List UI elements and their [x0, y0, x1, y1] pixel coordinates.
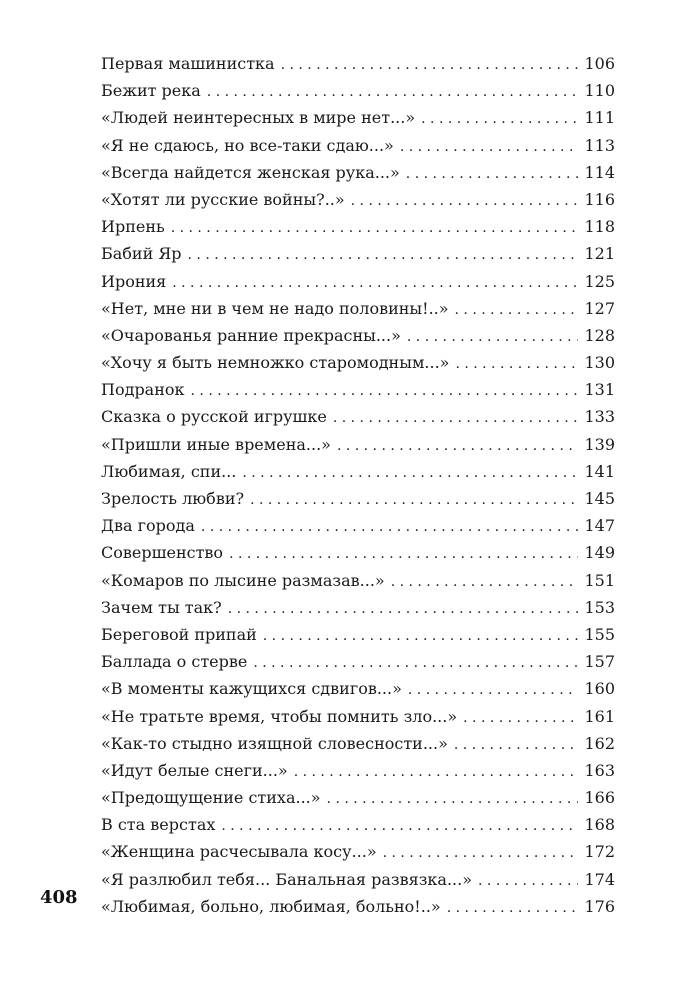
toc-entry: [101, 893, 615, 920]
dot-leader: [478, 868, 578, 895]
dot-leader: [191, 378, 579, 405]
dot-leader: [407, 324, 579, 351]
toc-entry-title: В ста верстах: [101, 815, 216, 835]
dot-leader: [229, 541, 578, 568]
toc-entry: [101, 730, 615, 757]
page-number: 408: [40, 887, 78, 908]
toc-entry: [101, 186, 615, 213]
toc-entry-page: 133: [584, 407, 615, 427]
toc-entry-page: 157: [584, 652, 615, 672]
toc-entry-page: 172: [584, 842, 615, 862]
toc-entry: [101, 349, 615, 376]
toc-entry-title: «Хотят ли русские войны?..»: [101, 189, 345, 209]
dot-leader: [408, 677, 579, 704]
toc-entry-title: Два города: [101, 516, 195, 536]
toc-entry-title: Совершенство: [101, 543, 224, 563]
toc-entry-title: Бежит река: [101, 81, 201, 101]
toc-entry: [101, 675, 615, 702]
toc-entry: [101, 376, 615, 403]
toc-entry-page: 113: [584, 135, 615, 155]
dot-leader: [253, 650, 578, 677]
toc-entry: [101, 866, 615, 893]
toc-entry: [101, 539, 615, 566]
toc-entry-page: 166: [584, 788, 615, 808]
toc-entry-title: Любимая, спи...: [101, 461, 237, 481]
toc-entry-title: «Людей неинтересных в мире нет...»: [101, 108, 416, 128]
toc-entry-title: «Пришли иные времена...»: [101, 434, 331, 454]
dot-leader: [447, 895, 579, 922]
dot-leader: [400, 134, 579, 161]
toc-entry-title: «В моменты кажущихся сдвигов...»: [101, 679, 402, 699]
toc-entry-title: «Как-то стыдно изящной словесности...»: [101, 733, 448, 753]
toc-entry-title: «Всегда найдется женская рука...»: [101, 162, 400, 182]
toc-entry-page: 114: [584, 162, 615, 182]
dot-leader: [207, 79, 579, 106]
toc-entry-page: 160: [584, 679, 615, 699]
toc-entry-title: «Идут белые снеги...»: [101, 760, 288, 780]
toc-entry-title: Береговой припай: [101, 624, 257, 644]
toc-entry-page: 176: [584, 896, 615, 916]
toc-entry-page: 116: [584, 189, 615, 209]
toc-entry-title: Подранок: [101, 380, 185, 400]
toc-entry: [101, 838, 615, 865]
dot-leader: [263, 623, 579, 650]
toc-entry-title: «Хочу я быть немножко старомодным...»: [101, 353, 450, 373]
toc-entry-title: «Я разлюбил тебя... Банальная развязка...»: [101, 869, 473, 889]
dot-leader: [242, 460, 578, 487]
dot-leader: [294, 759, 579, 786]
toc-entry-page: 121: [584, 244, 615, 264]
toc-entry-page: 127: [584, 298, 615, 318]
dot-leader: [228, 596, 579, 623]
toc-entry: [101, 811, 615, 838]
toc-entry-title: Ирония: [101, 271, 167, 291]
toc-entry-page: 110: [584, 81, 615, 101]
toc-entry-page: 153: [584, 597, 615, 617]
toc-entry-page: 118: [584, 217, 615, 237]
toc-entry: [101, 213, 615, 240]
toc-entry-page: 162: [584, 733, 615, 753]
toc-entry-page: 147: [584, 516, 615, 536]
toc-entry: [101, 132, 615, 159]
toc-entry-page: 111: [584, 108, 615, 128]
dot-leader: [188, 242, 579, 269]
toc-entry: [101, 77, 615, 104]
toc-entry-title: Ирпень: [101, 217, 165, 237]
toc-entry-title: «Нет, мне ни в чем не надо половины!..»: [101, 298, 449, 318]
dot-leader: [383, 840, 579, 867]
dot-leader: [172, 270, 578, 297]
toc-entry: [101, 594, 615, 621]
dot-leader: [221, 813, 578, 840]
table-of-contents: [101, 50, 615, 920]
toc-entry-page: 130: [584, 353, 615, 373]
toc-entry-title: «Комаров по лысине размазав...»: [101, 570, 385, 590]
toc-entry-title: «Очарованья ранние прекрасны...»: [101, 325, 401, 345]
toc-entry-page: 161: [584, 706, 615, 726]
dot-leader: [333, 405, 579, 432]
toc-entry: [101, 648, 615, 675]
toc-entry-page: 145: [584, 489, 615, 508]
toc-entry-title: Зрелость любви?: [101, 489, 245, 508]
dot-leader: [281, 52, 579, 79]
toc-entry: [101, 485, 615, 512]
toc-entry-page: 149: [584, 543, 615, 563]
toc-entry-title: Баллада о стерве: [101, 652, 248, 672]
toc-entry: [101, 458, 615, 485]
dot-leader: [455, 351, 578, 378]
toc-entry-title: Сказка о русской игрушке: [101, 407, 327, 427]
toc-entry: [101, 322, 615, 349]
toc-entry-page: 168: [584, 815, 615, 835]
toc-entry-title: «Предощущение стиха...»: [101, 788, 321, 808]
dot-leader: [454, 732, 579, 759]
toc-entry-title: Зачем ты так?: [101, 597, 222, 617]
dot-leader: [171, 215, 579, 242]
dot-leader: [337, 433, 579, 460]
toc-entry-page: 106: [584, 54, 615, 73]
dot-leader: [463, 705, 578, 732]
dot-leader: [406, 161, 579, 188]
toc-entry: [101, 268, 615, 295]
toc-entry: [101, 240, 615, 267]
toc-entry: [101, 295, 615, 322]
toc-entry: [101, 159, 615, 186]
toc-entry-page: 151: [584, 570, 615, 590]
dot-leader: [327, 786, 579, 813]
toc-entry-page: 141: [584, 461, 615, 481]
toc-entry-title: «Женщина расчесывала косу...»: [101, 842, 377, 862]
dot-leader: [391, 569, 579, 596]
toc-entry: [101, 567, 615, 594]
toc-entry-page: 139: [584, 434, 615, 454]
toc-entry: [101, 757, 615, 784]
toc-entry-title: Первая машинистка: [101, 54, 275, 73]
toc-entry-title: «Я не сдаюсь, но все-таки сдаю...»: [101, 135, 394, 155]
dot-leader: [455, 297, 579, 324]
toc-entry: [101, 50, 615, 77]
dot-leader: [201, 514, 579, 541]
toc-entry-page: 155: [584, 624, 615, 644]
toc-entry-page: 125: [584, 271, 615, 291]
dot-leader: [351, 188, 579, 215]
toc-entry-page: 163: [584, 760, 615, 780]
dot-leader: [421, 106, 578, 133]
dot-leader: [250, 487, 578, 514]
toc-entry-title: «Любимая, больно, любимая, больно!..»: [101, 896, 441, 916]
toc-entry-page: 174: [584, 869, 615, 889]
toc-entry-title: «Не тратьте время, чтобы помнить зло...»: [101, 706, 458, 726]
toc-entry: [101, 512, 615, 539]
toc-entry: [101, 621, 615, 648]
toc-entry: [101, 104, 615, 131]
toc-entry: [101, 784, 615, 811]
toc-entry: [101, 703, 615, 730]
toc-entry-page: 128: [584, 325, 615, 345]
toc-entry-page: 131: [584, 380, 615, 400]
toc-entry: [101, 403, 615, 430]
toc-entry-title: Бабий Яр: [101, 244, 182, 264]
toc-entry: [101, 431, 615, 458]
